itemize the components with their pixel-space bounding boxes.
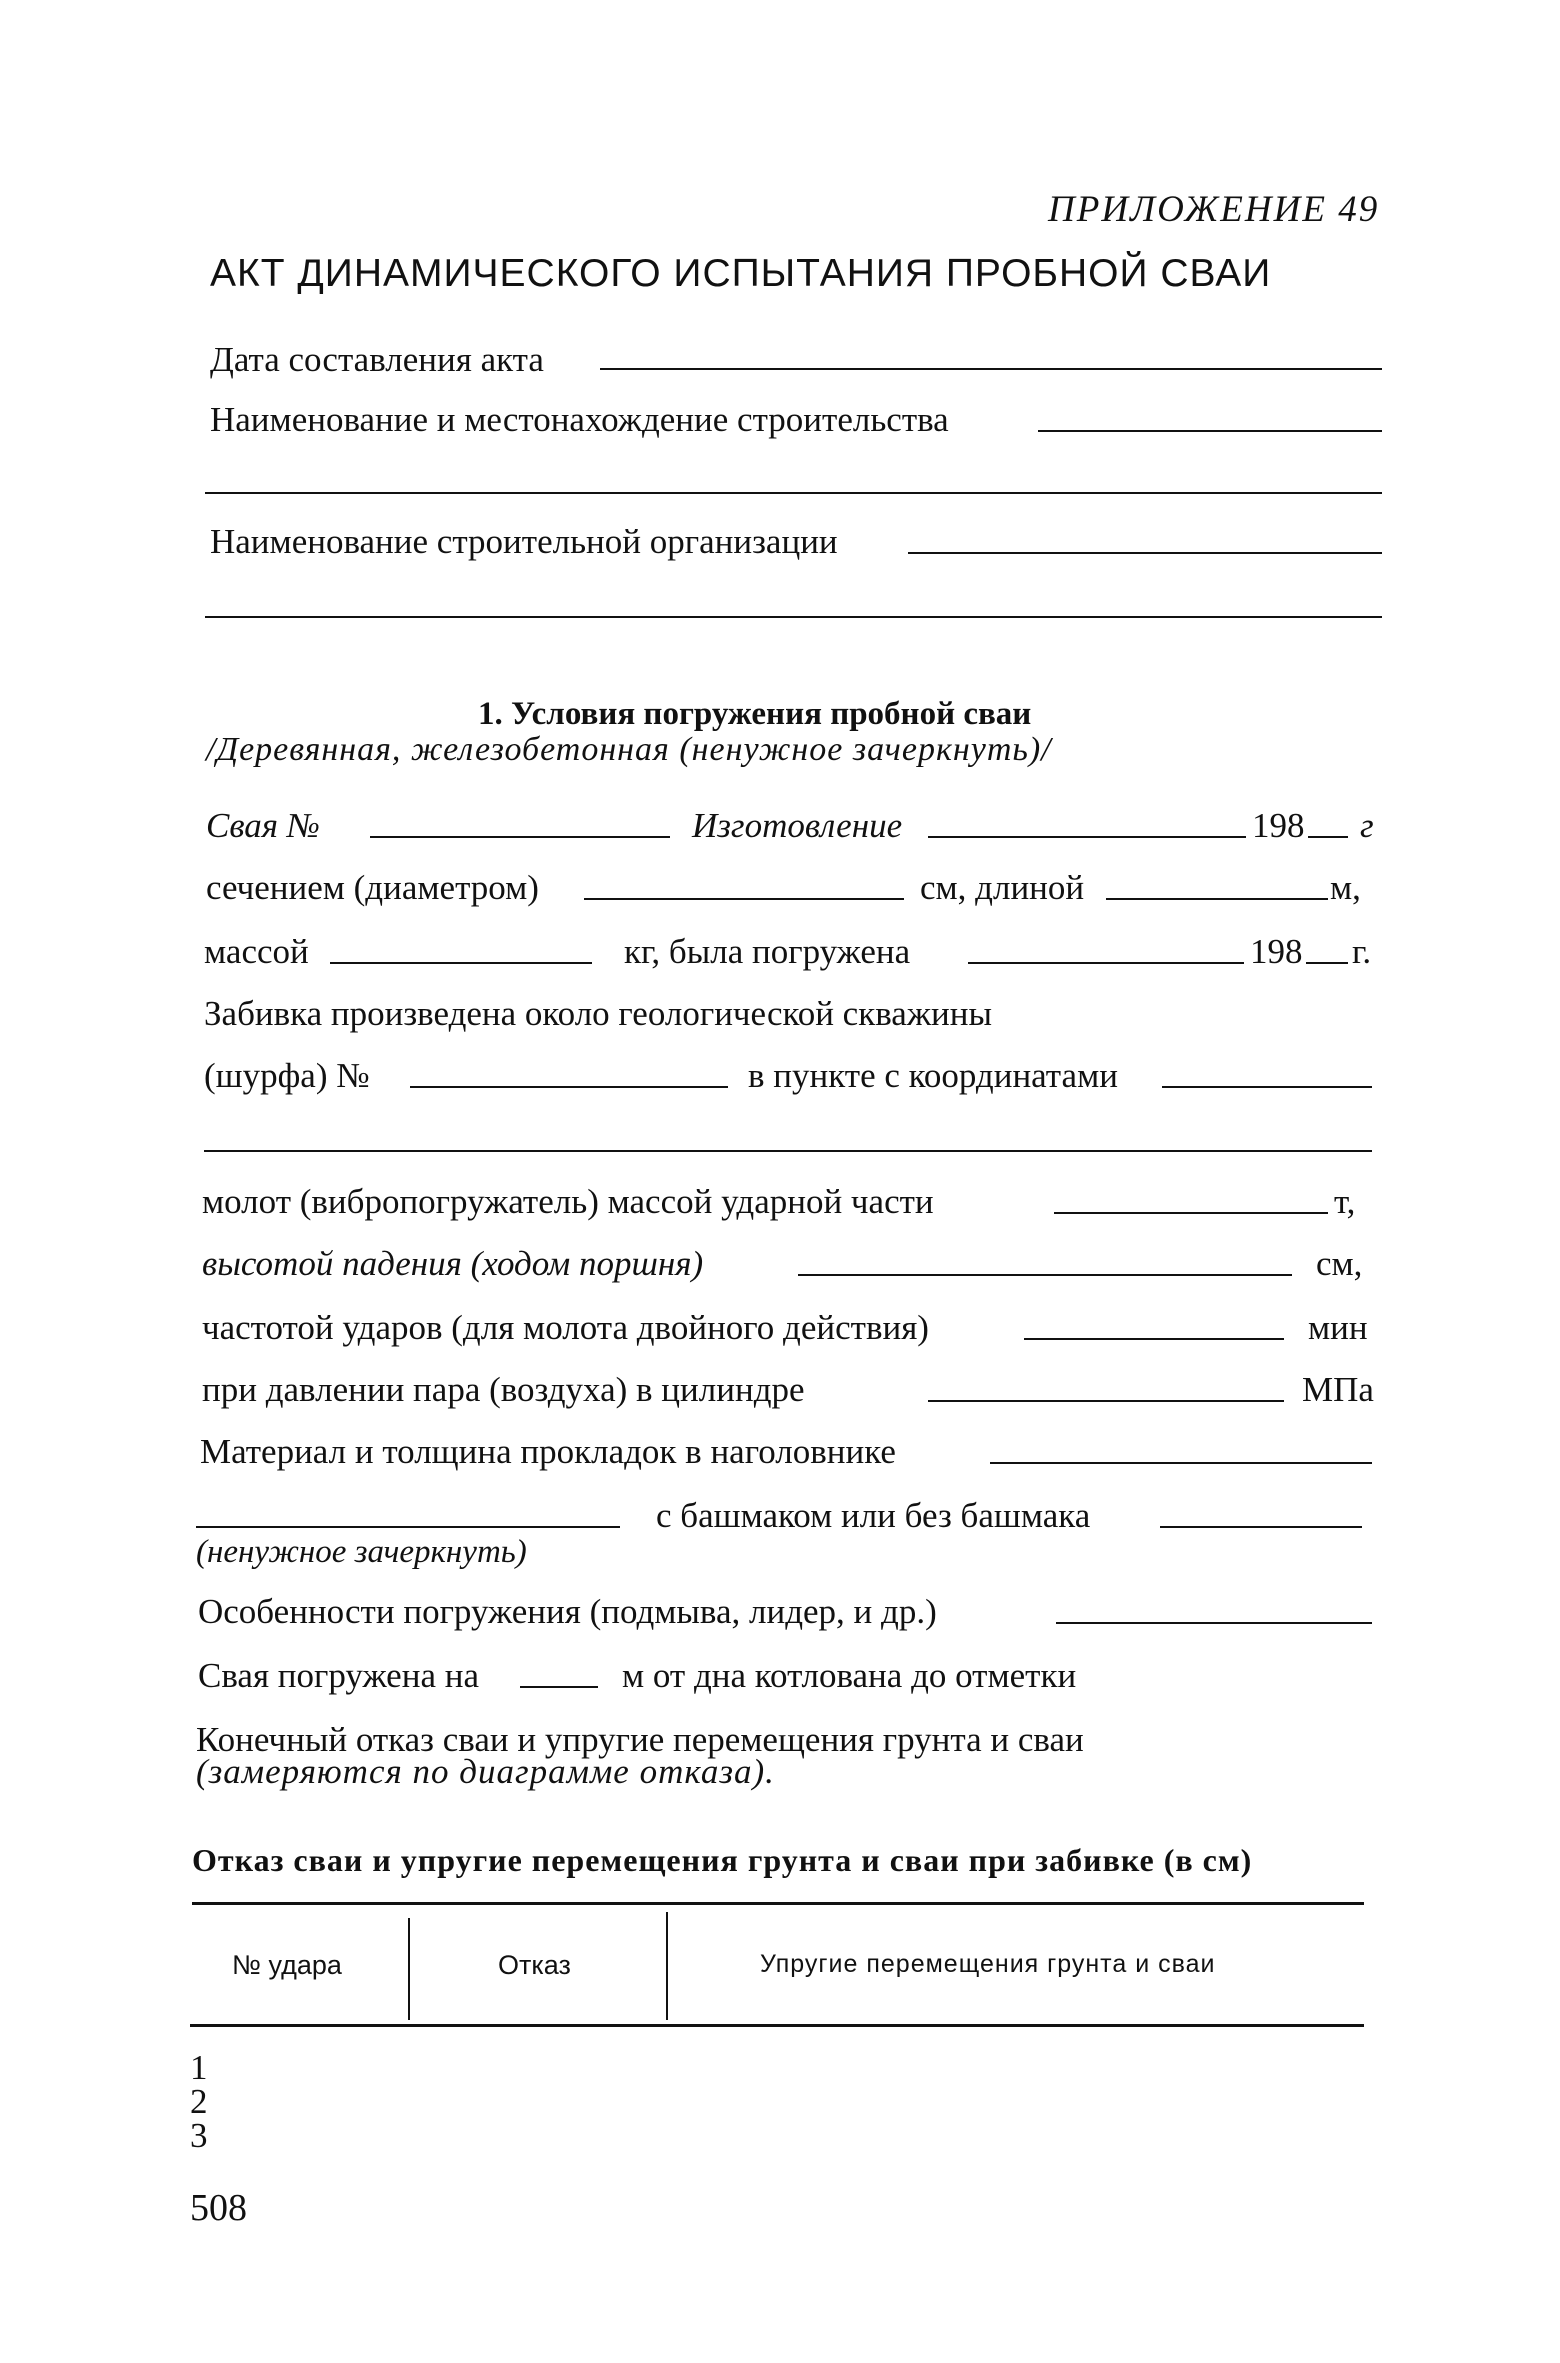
features-label: Особенности погружения (подмыва, лидер, и др.) — [198, 1592, 937, 1631]
document-title: АКТ ДИНАМИЧЕСКОГО ИСПЫТАНИЯ ПРОБНОЙ СВАИ — [210, 252, 1272, 295]
pit-no-label: (шурфа) № — [204, 1056, 370, 1095]
pile-no-label: Свая № — [206, 806, 320, 845]
year1-field[interactable] — [1308, 836, 1348, 838]
table-title: Отказ сваи и упругие перемещения грунта и сваи при забивке (в см) — [192, 1842, 1253, 1878]
mpa-unit: МПа — [1302, 1370, 1374, 1409]
drop-height-label: высотой падения (ходом поршня) — [202, 1244, 704, 1283]
year2-suffix: г. — [1352, 932, 1372, 971]
organization-field[interactable] — [908, 552, 1382, 554]
appendix-label: ПРИЛОЖЕНИЕ 49 — [1048, 189, 1380, 230]
section-diam-label: сечением (диаметром) — [206, 868, 539, 907]
section-heading: 1. Условия погружения пробной сваи — [478, 696, 1032, 732]
construction-label: Наименование и местонахождение строительства — [210, 400, 949, 439]
mass-field[interactable] — [330, 962, 592, 964]
section-subheading: /Деревянная, железобетонная (ненужное зачеркнуть)/ — [206, 731, 1052, 768]
table-col-divider-1 — [408, 1918, 410, 2020]
section-diam-field[interactable] — [584, 898, 904, 900]
pressure-field[interactable] — [928, 1400, 1284, 1402]
organization-label: Наименование строительной организации — [210, 522, 838, 561]
from-bottom-label: м от дна котлована до отметки — [622, 1656, 1077, 1695]
organization-field-line2[interactable] — [205, 616, 1382, 618]
year2-prefix: 198 — [1250, 932, 1303, 971]
date-field[interactable] — [600, 368, 1382, 370]
table-header-refusal: Отказ — [498, 1950, 571, 1980]
pit-no-field[interactable] — [410, 1086, 728, 1088]
material-label: Материал и толщина прокладок в наголовнике — [200, 1432, 896, 1471]
driven-date-field[interactable] — [968, 962, 1244, 964]
table-top-rule — [192, 1902, 1364, 1905]
sunk-depth-field[interactable] — [520, 1686, 598, 1688]
pile-no-field[interactable] — [370, 836, 670, 838]
sunk-on-label: Свая погружена на — [198, 1656, 479, 1695]
page-number: 508 — [190, 2187, 247, 2229]
cm-length-label: см, длиной — [920, 868, 1085, 907]
construction-field[interactable] — [1038, 430, 1382, 432]
mass-label: массой — [204, 932, 309, 971]
coords-label: в пункте с координатами — [748, 1056, 1118, 1095]
table-row: 3 — [190, 2116, 208, 2155]
year1-prefix: 198 — [1252, 806, 1305, 845]
manufacture-field[interactable] — [928, 836, 1246, 838]
coords-field-line2[interactable] — [204, 1150, 1372, 1152]
cm-unit: см, — [1316, 1244, 1363, 1283]
cross-out-note: (ненужное зачеркнуть) — [196, 1534, 527, 1570]
table-header-shot-no: № удара — [232, 1950, 342, 1980]
blow-rate-label: частотой ударов (для молота двойного действия) — [202, 1308, 929, 1347]
drop-height-field[interactable] — [798, 1274, 1292, 1276]
shoe-choice-field[interactable] — [196, 1526, 620, 1528]
m-unit: м, — [1330, 868, 1361, 907]
features-field[interactable] — [1056, 1622, 1372, 1624]
min-unit: мин — [1308, 1308, 1368, 1347]
table-header-elastic: Упругие перемещения грунта и сваи — [760, 1950, 1216, 1978]
table-row: 2 — [190, 2082, 208, 2121]
year2-field[interactable] — [1306, 962, 1348, 964]
date-label: Дата составления акта — [210, 340, 544, 379]
final-refusal-line1: Конечный отказ сваи и упругие перемещения грунта и сваи — [196, 1720, 1084, 1759]
table-row: 1 — [190, 2048, 208, 2087]
table-header-rule — [190, 2024, 1364, 2027]
shoe-label: с башмаком или без башмака — [656, 1496, 1091, 1535]
blow-rate-field[interactable] — [1024, 1338, 1284, 1340]
shoe-field[interactable] — [1160, 1526, 1362, 1528]
table-col-divider-2 — [666, 1912, 668, 2020]
material-field[interactable] — [990, 1462, 1372, 1464]
pressure-label: при давлении пара (воздуха) в цилиндре — [202, 1370, 805, 1409]
coords-field[interactable] — [1162, 1086, 1372, 1088]
kg-driven-label: кг, была погружена — [624, 932, 911, 971]
year1-suffix: г — [1360, 806, 1374, 845]
manufacture-label: Изготовление — [692, 806, 903, 845]
final-refusal-line2: (замеряются по диаграмме отказа). — [196, 1752, 775, 1791]
driving-near-label: Забивка произведена около геологической скважины — [204, 994, 992, 1033]
t-unit: т, — [1334, 1182, 1356, 1221]
hammer-field[interactable] — [1054, 1212, 1328, 1214]
construction-field-line2[interactable] — [205, 492, 1382, 494]
hammer-label: молот (вибропогружатель) массой ударной части — [202, 1182, 934, 1221]
length-field[interactable] — [1106, 898, 1328, 900]
